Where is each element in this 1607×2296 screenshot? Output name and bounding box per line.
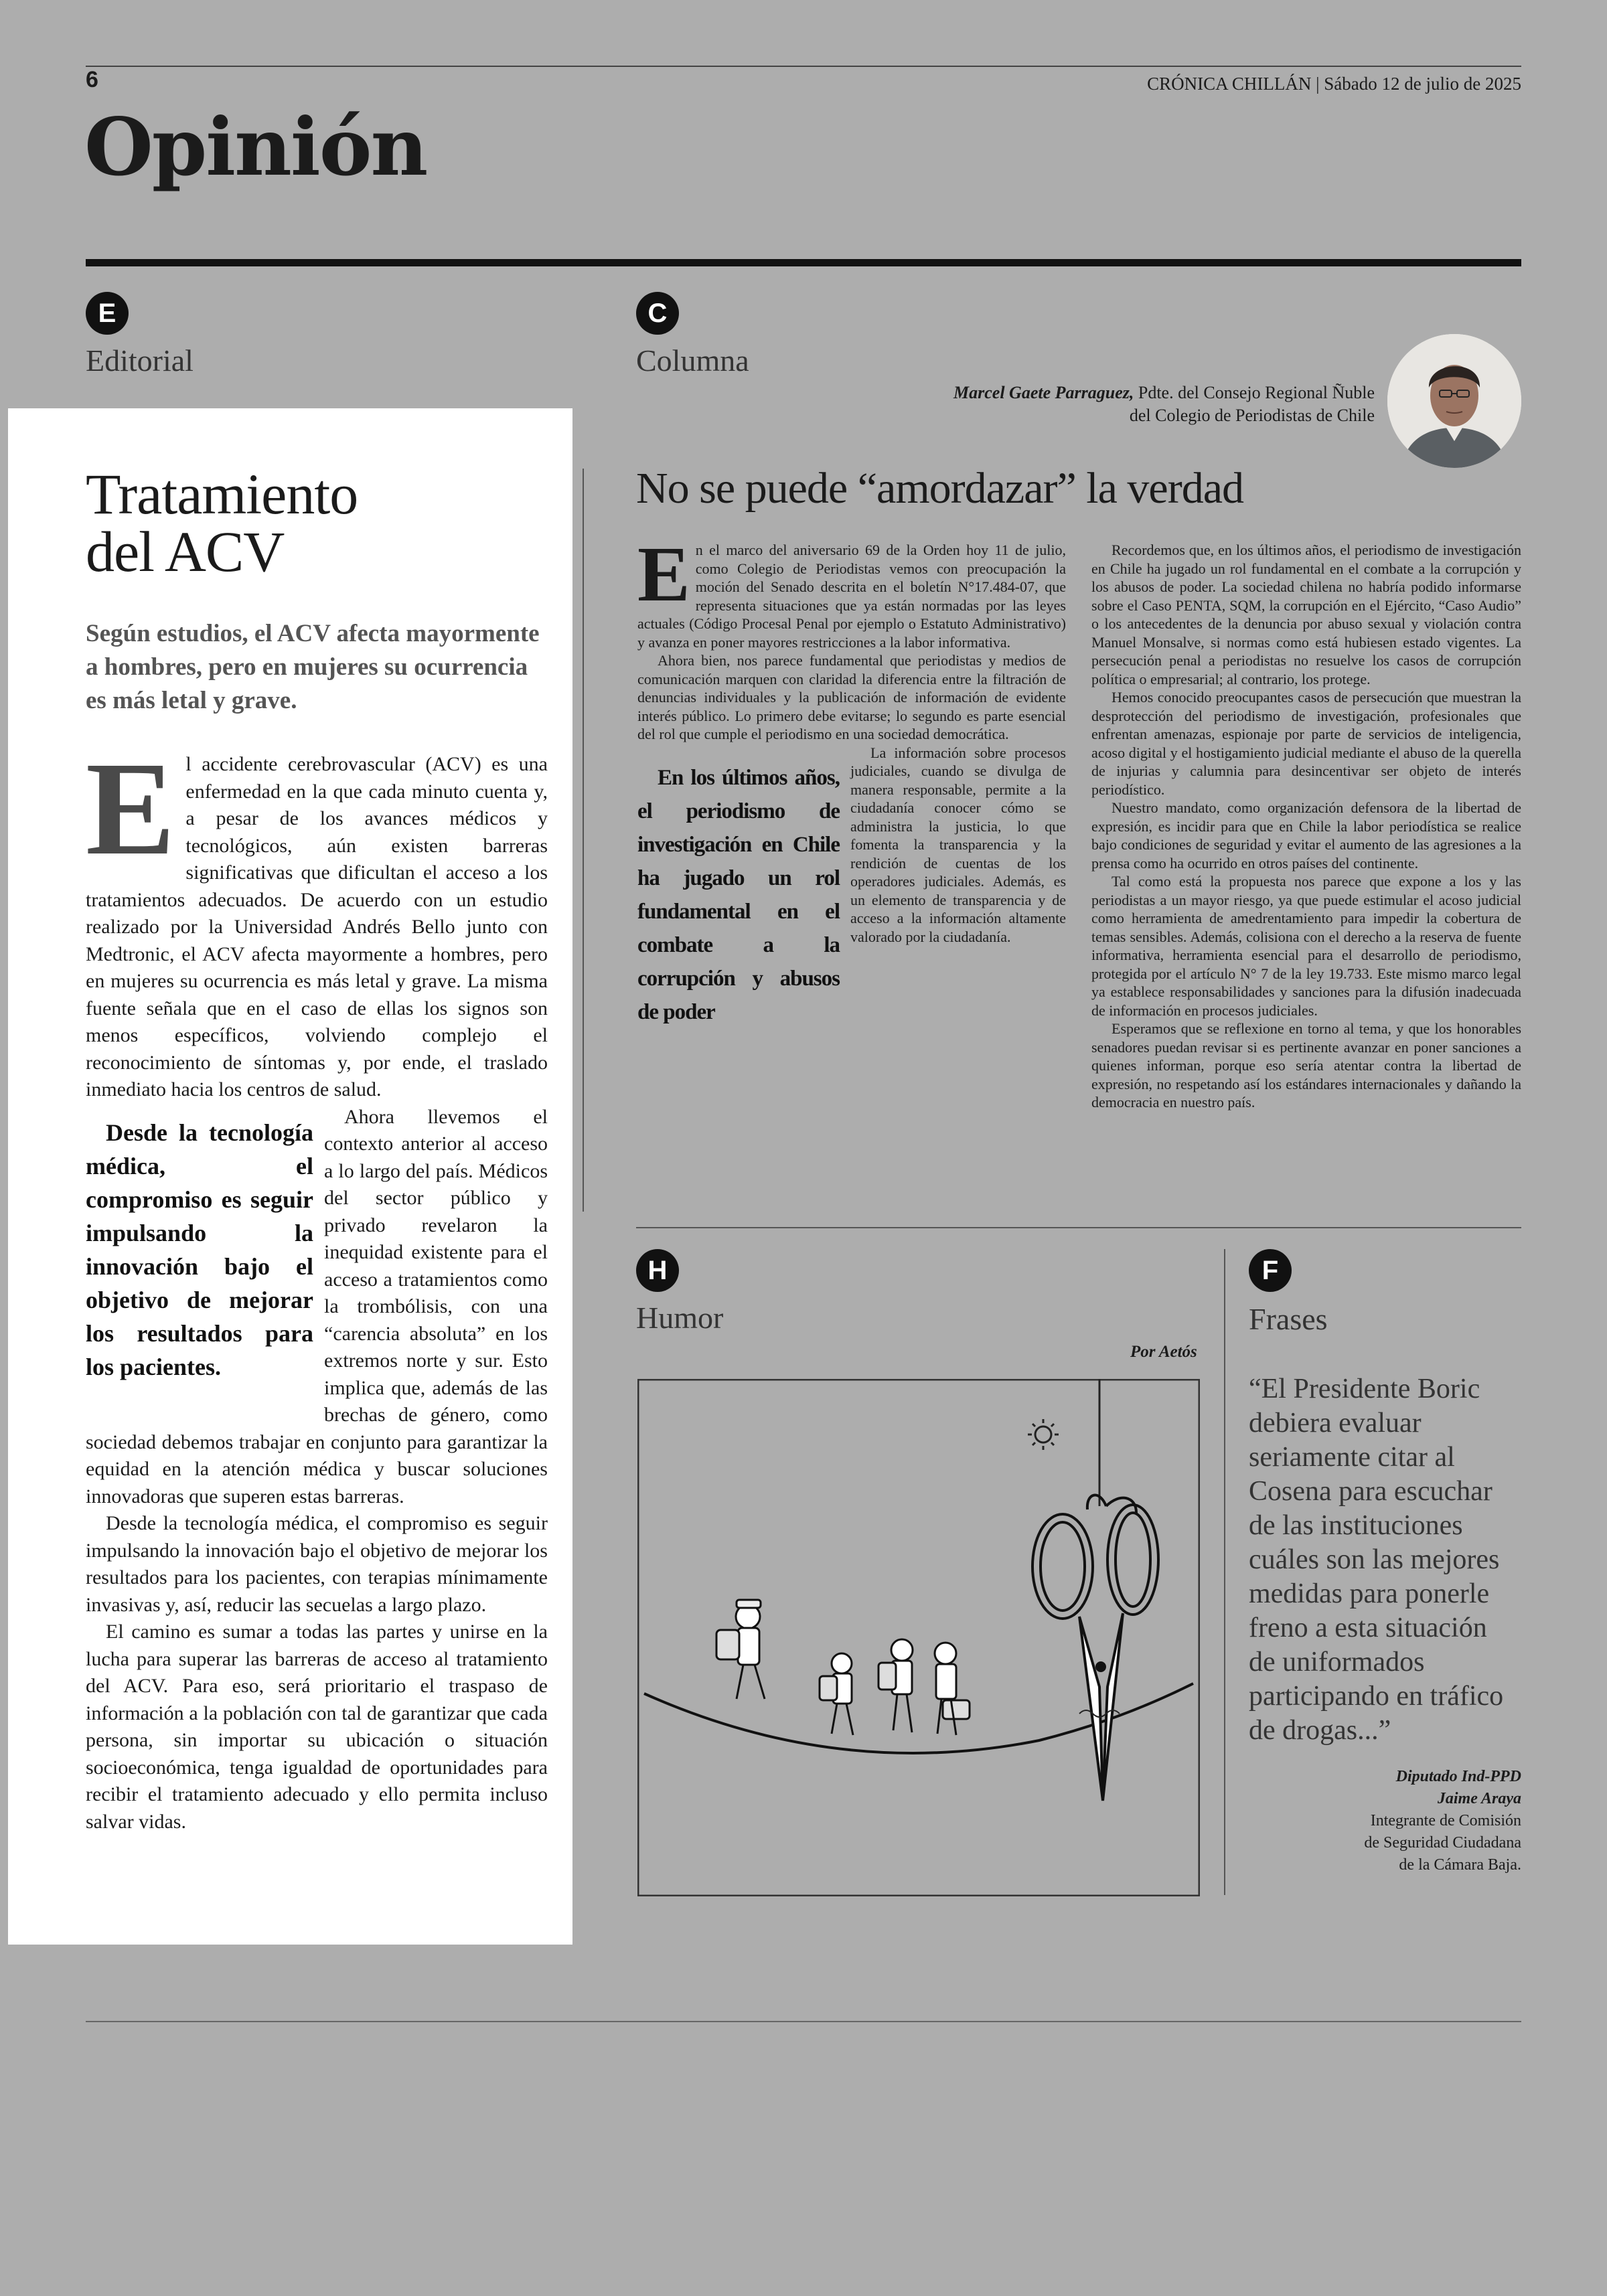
editorial-column-divider	[583, 469, 584, 1212]
issue-date: Sábado 12 de julio de 2025	[1324, 74, 1521, 94]
column-author	[946, 382, 1375, 427]
editorial-paragraph-4: El camino es sumar a todas las partes y unirse en la lucha para superar las barreras de acceso al tratamiento del ACV. Para eso, será prioritario el traspaso de información a la población con tal de garantizar que cada persona, sin importar su ubicación o situación socioeconómica, tenga igualdad de oportunidades para recibir el tratamiento adecuado y ello permita incluso salvar vidas.	[86, 1621, 548, 1833]
column-body-left	[637, 530, 1066, 1102]
column-headline: No se puede “amordazar” la verdad	[636, 464, 1243, 513]
editorial-title-line-1: Tratamiento	[86, 462, 358, 526]
editorial-paragraph-2: Ahora llevemos el contexto anterior al acceso a lo largo del país. Médicos del sector público y privado revelaron la inequidad existente para el acceso a tratamientos como la trombólisis, con una “carencia absoluta” en los extremos norte y sur. Esto implica que, además de las brechas de género, como sociedad debemos trabajar en conjunto para garantizar la equidad en la atención médica y buscar soluciones innovadoras que superen estas barreras.	[86, 1105, 548, 1507]
editorial-dropcap: E	[86, 735, 175, 883]
cartoon-drawing	[637, 1379, 1200, 1896]
column-paragraph-3: La información sobre procesos judiciales, cuando se divulga de manera responsable, permite a la ciudadanía conocer cómo se administra la justicia, lo que fomenta la transparencia y la rendición de cuentas de los operadores judiciales. Además, es un elemento de transparencia y de acceso a la información altamente valorado por la ciudadanía.	[850, 744, 1066, 945]
paper-name: CRÓNICA CHILLÁN	[1147, 74, 1312, 94]
editorial-title	[86, 462, 554, 584]
editorial-pull-quote: Desde la tecnología médica, el compromiso es seguir impulsando la innovación bajo el objetivo de mejorar los resultados para los pacientes.	[86, 1119, 313, 1380]
source-role-1: Integrante de Comisión	[1370, 1812, 1521, 1829]
column-pull-quote-box	[637, 761, 840, 1102]
frases-badge: F	[1249, 1249, 1292, 1292]
section-rule	[86, 259, 1521, 266]
humor-badge: H	[636, 1249, 679, 1292]
column-body-right	[1091, 541, 1521, 1112]
column-label: Columna	[636, 343, 749, 378]
column-badge: C	[636, 292, 679, 335]
editorial-pull-quote-box	[86, 1104, 313, 1425]
column-paragraph-6: Nuestro mandato, como organización defensora de la libertad de expresión, es incidir para que en Chile la labor periodística se realice bajo condiciones de seguridad y evitar el aumento de las agresiones a la prensa como ha ocurrido en otros países del continente.	[1091, 799, 1521, 872]
source-role-3: de la Cámara Baja.	[1399, 1856, 1521, 1874]
source-name: Jaime Araya	[1437, 1790, 1521, 1807]
editorial-badge: E	[86, 292, 129, 335]
author-name: Marcel Gaete Parraguez,	[953, 383, 1134, 402]
frases-label: Frases	[1249, 1302, 1328, 1336]
source-role-2: de Seguridad Ciudadana	[1364, 1834, 1521, 1852]
page-number: 6	[86, 67, 98, 92]
folio-separator: |	[1316, 74, 1320, 94]
section-title: Opinión	[84, 100, 427, 193]
editorial-label: Editorial	[86, 343, 194, 378]
column-paragraph-2: Ahora bien, nos parece fundamental que periodistas y medios de comunicación marquen con claridad la diferencia entre la filtración de denuncias individuales y la publicación de información de evidente interés público. Lo primero debe evitarse; lo segundo es parte esencial del rol que cumple el periodismo en una sociedad democrática.	[637, 652, 1066, 742]
column-paragraph-7: Tal como está la propuesta nos parece que expone a los y las periodistas a un mayor riesgo, ya que puede estimular el acoso judicial como herramienta de amedrentamiento para impedir la cobertura de temas sensibles. Además, colisiona con el derecho a la reserva de fuente informativa, herramienta esencial para el desarrollo de periodismo, protegida por el artículo N° 7 de la ley 19.733. Este mismo marco legal ya establece responsabilidades y sanciones para la difusión inadecuada de información en procesos judiciales.	[1091, 873, 1521, 1019]
quote-source	[1253, 1766, 1521, 1876]
editorial-paragraph-3: Desde la tecnología médica, el compromiso es seguir impulsando la innovación bajo el objetivo de mejorar los resultados para los pacientes, con terapias mínimamente invasivas y, así, reducir las secuelas a largo plazo.	[86, 1512, 548, 1616]
column-paragraph-8: Esperamos que se reflexione en torno al tema, y que los honorables senadores puedan revisar si es pertinente avanzar en poner sanciones a quienes informan, porque eso sería atentar contra la libertad de expresión, no respetando así los estándares internacionales y dañando la democracia en nuestro país.	[1091, 1020, 1521, 1111]
column-paragraph-5: Hemos conocido preocupantes casos de persecución que muestran la desprotección del periodismo de investigación, profesionales que enfrentan amenazas, espionaje por parte de servicios de inteligencia, acoso digital y el hostigamiento judicial mediante el abuso de la querella de injurias y calumnia para desincentivar ser objeto de interés periodístico.	[1091, 689, 1521, 798]
author-photo	[1387, 334, 1521, 468]
source-party: Diputado Ind-PPD	[1395, 1768, 1521, 1785]
editorial-body	[86, 735, 548, 1835]
bottom-rule	[86, 2021, 1521, 2022]
column-pull-quote: En los últimos años, el periodismo de investigación en Chile ha jugado un rol fundamental en el combate a la corrupción y abusos de poder	[637, 765, 840, 1024]
folio	[1147, 74, 1521, 94]
column-bottom-rule	[636, 1227, 1521, 1228]
cartoon-illustration	[637, 1379, 1200, 1896]
column-paragraph-1: n el marco del aniversario 69 de la Orden hoy 11 de julio, como Colegio de Periodistas vemos con preocupación la moción del Senado descrita en el boletín N°17.484-07, que representa situaciones que ya están normadas por las leyes actuales (Código Procesal Penal por ejemplo o Estatuto Administrativo) y avanza en poner mayores restricciones a la labor informativa.	[637, 542, 1066, 651]
column-paragraph-4: Recordemos que, en los últimos años, el periodismo de investigación en Chile ha jugado un rol fundamental en el combate a la corrupción y los abusos de poder. La sociedad chilena no habría podido informarse sobre el Caso PENTA, SQM, la corrupción en el Ejército, “Caso Audio” o los antecedentes de la denuncia por abuso sexual y violación contra Manuel Monsalve, si normas como está hubiesen estado vigentes. La persecución penal a periodistas no resuelve los casos de corrupción política o empresarial; al contrario, los protege.	[1091, 542, 1521, 687]
humor-frases-divider	[1224, 1249, 1225, 1895]
editorial-paragraph-1: l accidente cerebrovascular (ACV) es una enfermedad en la que cada minuto cuenta y, a pesar de los avances médicos y tecnológicos, aún existen barreras significativas que dificultan el acceso a los tratamientos adecuados. De acuerdo con un estudio realizado por la Universidad Andrés Bello junto con Medtronic, el ACV afecta mayormente a hombres, pero en mujeres su ocurrencia es más letal y grave. La misma fuente señala que en el caso de ellas los signos son menos específicos, volviendo complejo el reconocimiento de síntomas y, por ende, el traslado inmediato hacia los centros de salud.	[86, 753, 548, 1100]
humor-label: Humor	[636, 1301, 724, 1335]
cartoon-credit: Por Aetós	[1130, 1343, 1197, 1361]
editorial-title-line-2: del ACV	[86, 519, 285, 584]
editorial-dek: Según estudios, el ACV afecta mayormente a hombres, pero en mujeres su ocurrencia es más letal y grave.	[86, 620, 540, 714]
frases-quote: “El Presidente Boric debiera evaluar seriamente citar al Cosena para escuchar de las instituciones cuáles son las mejores medidas para ponerle freno a esta situación de uniformados participando en tráfico de drogas...”	[1249, 1374, 1504, 1746]
author-role-1: Pdte. del Consejo Regional Ñuble	[1134, 383, 1375, 402]
author-role-2: del Colegio de Periodistas de Chile	[1129, 406, 1375, 425]
column-dropcap: E	[637, 530, 690, 618]
top-rule	[86, 66, 1521, 67]
